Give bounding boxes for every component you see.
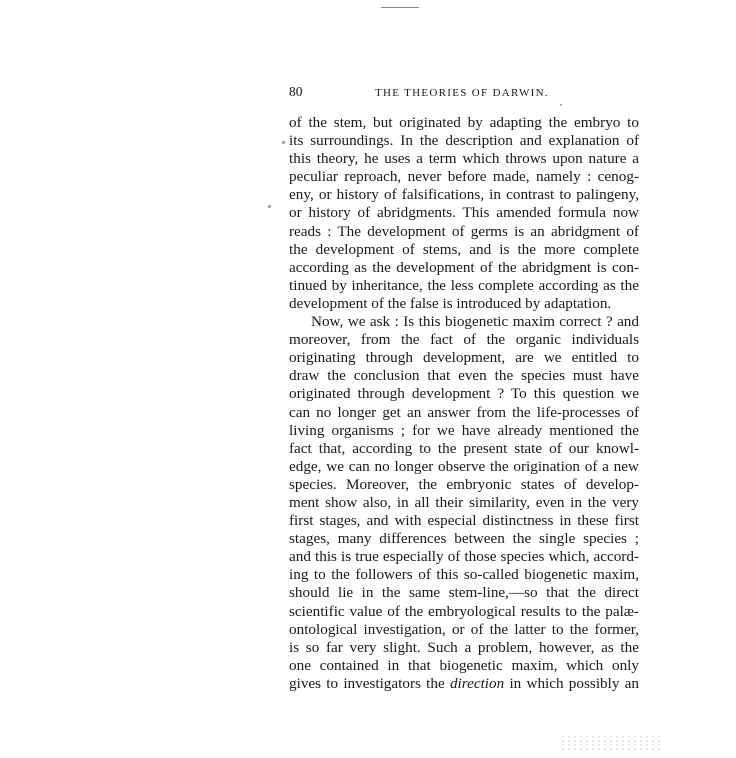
- text-line: fact that, according to the present state of our knowl-: [289, 439, 639, 457]
- text-line: one contained in that biogenetic maxim, which only: [289, 656, 639, 674]
- emphasized-word: direction: [449, 674, 505, 692]
- paragraph-1: [289, 114, 639, 313]
- text-line: living organisms ; for we have already mentioned the: [289, 421, 639, 439]
- text-line: this theory, he uses a term which throws upon nature a: [289, 150, 639, 168]
- paragraph-2: [289, 313, 639, 693]
- text-line: draw the conclusion that even the species must have: [289, 367, 639, 385]
- page-header: [289, 84, 639, 100]
- margin-mark: [268, 205, 271, 208]
- text-line: edge, we can no longer observe the origination of a new: [289, 457, 639, 475]
- text-line: first stages, and with especial distinctness in these first: [289, 512, 639, 530]
- text-line: its surroundings. In the description and explanation of: [289, 132, 639, 150]
- margin-mark: [560, 104, 562, 106]
- text-line: ment show also, in all their similarity, even in the very: [289, 493, 639, 511]
- top-rule: [381, 7, 419, 8]
- text-line: ontological investigation, or of the latter to the former,: [289, 620, 639, 638]
- text-line: Now, we ask : Is this biogenetic maxim correct ? and: [311, 313, 639, 331]
- page-number: 80: [289, 84, 303, 99]
- text-line: of the stem, but originated by adapting the embryo to: [289, 114, 639, 131]
- margin-mark: [282, 141, 285, 144]
- text-line: should lie in the same stem-line,—so that the direct: [289, 584, 639, 602]
- text-line: scientific value of the embryological results to the palæ-: [289, 602, 639, 620]
- text-line: the development of stems, and is the more complete: [289, 240, 639, 258]
- text-line: peculiar reproach, never before made, namely : cenog-: [289, 168, 639, 186]
- text-line: according as the development of the abridgment is con-: [289, 258, 639, 276]
- text-line: eny, or history of falsifications, in contrast to palingeny,: [289, 186, 639, 204]
- text-line: species. Moreover, the embryonic states of develop-: [289, 475, 639, 493]
- text-line: tinued by inheritance, the less complete according as the: [289, 276, 639, 294]
- text-line: or history of abridgments. This amended formula now: [289, 204, 639, 222]
- text-line: is so far very slight. Such a problem, however, as the: [289, 638, 639, 656]
- running-title: THE THEORIES OF DARWIN.: [375, 87, 549, 99]
- text-line: originating through development, are we entitled to: [289, 349, 639, 367]
- text-line: development of the false is introduced by adaptation.: [289, 294, 612, 312]
- text-line: moreover, from the fact of the organic individuals: [289, 331, 639, 349]
- text-line: and this is true especially of those species which, accord-: [289, 548, 639, 566]
- text-fragment: gives to investigators the: [289, 674, 450, 692]
- body-text: [289, 114, 639, 693]
- text-line: reads : The development of germs is an abridgment of: [289, 222, 639, 240]
- text-line: can no longer get an answer from the life-processes of: [289, 403, 639, 421]
- text-fragment: in which possibly an: [504, 674, 640, 692]
- text-line: originated through development ? To this question we: [289, 385, 639, 403]
- text-line-with-emphasis: [289, 675, 639, 693]
- text-line: ing to the followers of this so-called biogenetic maxim,: [289, 566, 639, 584]
- print-speckle: [560, 735, 660, 751]
- text-line: stages, many differences between the single species ;: [289, 530, 639, 548]
